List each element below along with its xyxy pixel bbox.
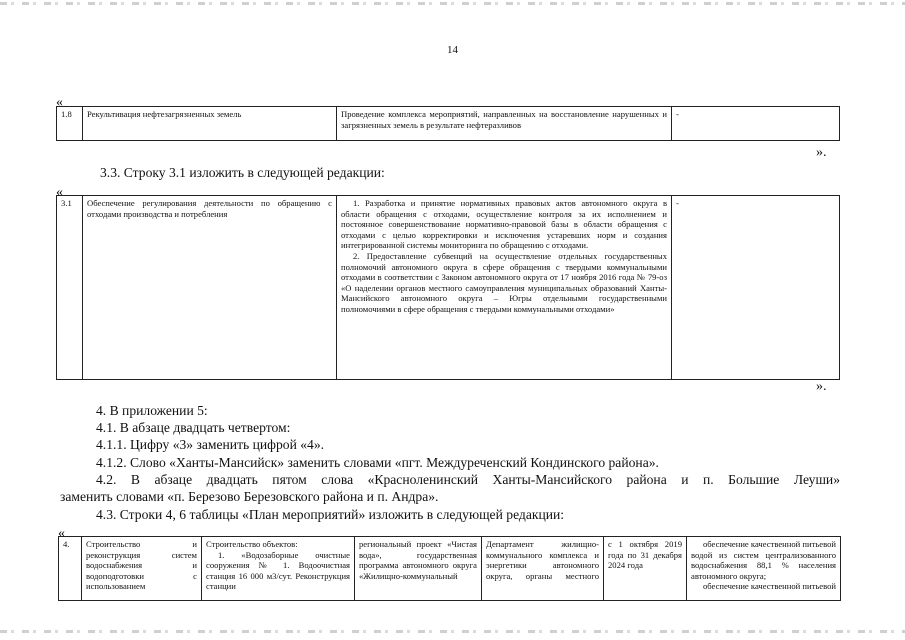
row-executor: Департамент жилищно-коммунального комплекса и энергетики автономного округа, органы местного xyxy=(482,537,604,601)
row-name: Обеспечение регулирования деятельности по обращению с отходами производства и потребления xyxy=(83,196,337,380)
row-number: 4. xyxy=(59,537,82,601)
row-name: Рекультивация нефтезагрязненных земель xyxy=(83,107,337,141)
paragraph-4-2-line-1: 4.2. В абзаце двадцать пятом слова «Красноленинский Ханты-Мансийского района и п. Большие Леуши» xyxy=(96,472,840,487)
measure-item-1: 1. Разработка и принятие нормативных правовых актов автономного округа в области обращения с отходами, осуществление контроля за их исполнением и постоянное совершенствование нормативно-правовой базы в области обращения с отходами с целью корректировки и исключения устаревших норм и создания интегрированной системы мониторинга по обращению с отходами. xyxy=(341,198,667,251)
objects-item-1: 1. «Водозаборные очистные сооружения № 1. Водоочистная станция 16 000 м3/сут. Реконструкция станции xyxy=(206,549,350,592)
paragraph-4-1: 4.1. В абзаце двадцать четвертом: xyxy=(96,420,291,435)
paragraph-4: 4. В приложении 5: xyxy=(96,403,208,418)
row-result: - xyxy=(672,196,840,380)
table-plan-row-4 xyxy=(58,536,841,601)
open-quote: « xyxy=(56,95,63,110)
row-measures: Проведение комплекса мероприятий, направленных на восстановление нарушенных и загрязненных земель в результате нефтеразливов xyxy=(337,107,672,141)
paragraph-4-1-2: 4.1.2. Слово «Ханты-Мансийск» заменить словами «пгт. Междуреченский Кондинского района». xyxy=(96,455,659,470)
open-quote: « xyxy=(58,526,65,541)
measure-item-2: 2. Предоставление субвенций на осуществление отдельных государственных полномочий автономного округа в сфере обращения с твердыми коммунальными отходами в соответствии с Законом автономного округа от 17 ноября 2016 года № 79-оз «О наделении органов местного самоуправления муниципальных образований Ханты-Мансийского автономного округа – Югры отдельными государственными полномочиями в сфере обращения с твердыми коммунальными отходами» xyxy=(341,250,667,314)
row-number: 3.1 xyxy=(57,196,83,380)
row-name: Строительство и реконструкция систем водоснабжения и водоподготовки с использованием xyxy=(82,537,202,601)
close-quote: ». xyxy=(816,145,827,160)
row-result: - xyxy=(672,107,840,141)
table-row-1-8 xyxy=(56,106,840,141)
row-dates: с 1 октября 2019 года по 31 декабря 2024 года xyxy=(604,537,687,601)
row-program: региональный проект «Чистая вода», государственная программа автономного округа «Жилищно-коммунальный xyxy=(355,537,482,601)
scan-bottom-edge xyxy=(0,630,905,633)
table-row-3-1 xyxy=(56,195,840,380)
row-measures xyxy=(337,196,672,380)
scan-top-edge xyxy=(0,2,905,5)
result-item-2: обеспечение качественной питьевой xyxy=(703,581,836,592)
page-number: 14 xyxy=(447,44,458,56)
paragraph-4-3: 4.3. Строки 4, 6 таблицы «План мероприятий» изложить в следующей редакции: xyxy=(96,507,565,522)
open-quote: « xyxy=(56,185,63,200)
objects-heading: Строительство объектов: xyxy=(206,539,298,549)
result-item-1: обеспечение качественной питьевой водой из систем централизованного водоснабжения 88,1 % населения автономного округа; xyxy=(691,539,836,581)
row-objects xyxy=(202,537,355,601)
close-quote: ». xyxy=(816,379,827,394)
row-number: 1.8 xyxy=(57,107,83,141)
paragraph-4-1-1: 4.1.1. Цифру «3» заменить цифрой «4». xyxy=(96,437,325,452)
section-heading-3-3: 3.3. Строку 3.1 изложить в следующей редакции: xyxy=(100,165,385,180)
paragraph-4-2-line-2: заменить словами «п. Березово Березовского района и п. Андра». xyxy=(60,489,439,504)
row-result xyxy=(687,537,841,601)
